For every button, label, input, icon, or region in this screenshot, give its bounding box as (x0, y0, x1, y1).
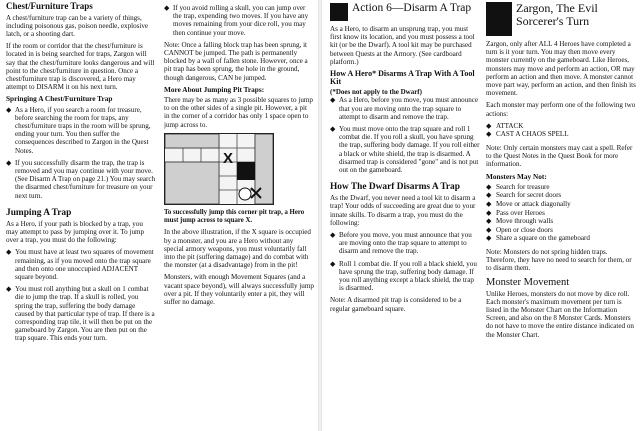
diamond-bullet-icon: ◆ (486, 208, 492, 217)
dwarf-disarm-bullet-1: ◆ Before you move, you must announce that you are moving onto the trap square to attempt to disarm and remove the trap. (330, 231, 472, 256)
diamond-bullet-icon: ◆ (6, 105, 12, 114)
diagram-caption: To successfully jump this corner pit trap, a Hero must jump across to square X. (164, 208, 305, 224)
chest-traps-intro: A chest/furniture trap can be a variety of things, including poisonous gas, poison needle, explosive latch, or a shooting dart. (6, 13, 149, 38)
springing-heading: Springing A Chest/Furniture Trap (6, 94, 113, 104)
pit-traps-monsters-text: Monsters, with enough Movement Squares (and a vacant space beyond), will always successfully jump over a pit. If they voluntarily enter a pit, they will suffer no damage. (164, 273, 314, 307)
hero-disarm-heading: How A Hero* Disarms A Trap With A Tool Kit (330, 69, 475, 87)
black-block-icon (486, 2, 512, 36)
diamond-bullet-icon: ◆ (486, 191, 492, 200)
spell-note: Note: Only certain monsters may cast a spell. Refer to the Quest Notes in the Quest Book for more information. (486, 144, 633, 169)
left-page-column-2 (164, 0, 314, 431)
monster-movement-heading: Monster Movement (486, 276, 570, 288)
springing-bullet-1: ◆ As a Hero, if you search a room for treasure, before searching the room for traps, any chest/furniture traps in the room will be sprung, ending your turn. You then suffer the consequences described to Zargon in the Quest Notes. (6, 105, 151, 155)
hero-figure-icon (239, 188, 251, 200)
hero-disarm-subheading: (*Does not apply to the Dwarf) (330, 88, 422, 97)
list-item: ◆ Search for treasure (486, 182, 550, 191)
left-page-column-1 (6, 0, 156, 431)
diamond-bullet-icon: ◆ (6, 248, 12, 257)
list-item: ◆ Pass over Heroes (486, 208, 545, 217)
pit-traps-intro: There may be as many as 3 possible squares to jump to on the other sides of a single pit. However, a pit in the corner of a corridor has only 1 space open to jump across to. (164, 96, 313, 129)
corridor-grid-illustration (165, 134, 273, 204)
hidden-traps-note: Note: Monsters do not spring hidden traps. Therefore, they have no need to search for them, or to disarm them. (486, 247, 632, 273)
list-item: ◆ Share a square on the gameboard (486, 234, 590, 243)
x-square-marker: X (223, 149, 234, 167)
list-item: ◆ ATTACK (486, 121, 524, 130)
diamond-bullet-icon: ◆ (486, 200, 492, 209)
right-page-column-2 (486, 0, 636, 431)
list-item: ◆ Move or attack diagonally (486, 200, 571, 209)
dwarf-disarm-intro: As the Dwarf, you never need a tool kit to disarm a trap! Your odds of succeeding are great due to your innate skills. To disarm a trap, you must do the following: (330, 194, 476, 227)
zargon-actions-intro: Each monster may perform one of the following two actions: (486, 101, 636, 118)
diamond-bullet-icon: ◆ (330, 259, 336, 268)
springing-bullet-2: ◆ If you successfully disarm the trap, the trap is removed and you may continue with your move. (See Disarm A Trap on page 21.) You may search the disarmed chest/furniture for treasure on your next turn. (6, 158, 156, 200)
diamond-bullet-icon: ◆ (486, 121, 492, 130)
list-item: ◆ Move through walls (486, 217, 554, 226)
corner-pit-diagram (164, 133, 274, 205)
right-page-column-1 (330, 0, 480, 431)
diamond-bullet-icon: ◆ (486, 234, 492, 243)
diamond-bullet-icon: ◆ (486, 130, 492, 139)
hero-disarm-bullet-2: ◆ You must move onto the trap square and roll 1 combat die. If you roll a skull, you have sprung the trap, suffering body damage. If you roll either a black or white shield, the trap is disarmed. A disarmed trap is considered "gone" and is not put out on the gameboard. (330, 125, 480, 175)
black-square-icon (330, 3, 348, 21)
monster-actions-list (486, 122, 636, 139)
chest-traps-heading: Chest/Furniture Traps (6, 1, 93, 11)
monster-movement-text: Unlike Heroes, monsters do not move by dice roll. Each monster's maximum movement per turn is listed in the Monster Chart on the Information Screen, and also on the 8 Monster Cards. Monsters do not have to move the entire distance indicated on the Monster Chart. (486, 289, 634, 339)
disarmed-pit-note: Note: A disarmed pit trap is considered to be a regular gameboard square. (330, 296, 462, 313)
falling-block-note: Note: Once a falling block trap has been sprung, it CANNOT be jumped. The path is permanently blocked by a wall of fallen stone. However, once a pit trap has been sprung, the hole in the ground, though dangerous, CAN be jumped. (164, 40, 308, 82)
diamond-bullet-icon: ◆ (6, 158, 12, 167)
jumping-bullet-1: ◆ You must have at least two squares of movement remaining, as if you moved onto the trap square and then onto one unoccupied ADJACENT square beyond. (6, 248, 154, 281)
list-item: ◆ Search for secret doors (486, 191, 562, 200)
zargon-title-box (486, 2, 636, 36)
diamond-bullet-icon: ◆ (6, 285, 12, 294)
diamond-bullet-icon: ◆ (330, 125, 336, 134)
diamond-bullet-icon: ◆ (486, 217, 492, 226)
diamond-bullet-icon: ◆ (330, 96, 336, 105)
hero-disarm-bullet-1: ◆ As a Hero, before you move, you must announce that you are moving onto the trap square to attempt to disarm and remove the trap. (330, 96, 479, 121)
zargon-turn-intro: Zargon, only after ALL 4 Heroes have completed a turn is it your turn. You may then move every monster currently on the gameboard. Like Heroes, monsters may move and perform an action, OR may perform an action and then move. A monster cannot move part way, perform an action, and then finish its movement. (486, 40, 636, 98)
list-item: ◆ CAST A CHAOS SPELL (486, 130, 569, 139)
jumping-bullet-2: ◆ You must roll anything but a skull on 1 combat die to jump the trap. If a skull is rolled, you spring the trap, suffering the body damage caused by that particular type of trap. If there is a corresponding trap tile, it will then be put on the gameboard by Zargon. You are then put on the trap square. This ends your turn. (6, 285, 155, 343)
diamond-bullet-icon: ◆ (486, 182, 492, 191)
zargon-turn-heading: Zargon, The Evil Sorcerer's Turn (516, 1, 598, 28)
pit-traps-illustration-text: In the above illustration, if the X square is occupied by a monster, and you are a Hero without any special armory weapons, you must voluntarily fall into the pit (suffering damage) and do combat with the monster (at a disadvantage) from in the pit! (164, 228, 311, 270)
diamond-bullet-icon: ◆ (164, 4, 170, 12)
chest-traps-search: If the room or corridor that the chest/furniture is located in is being searched for traps, Zargon will say that the chest/furniture looks dangerous and will point to the chest/furniture in question. Once a chest/furniture trap is discovered, a Hero may attempt to DISARM it on his next turn. (6, 42, 155, 92)
pit-traps-heading: More About Jumping Pit Traps: (164, 84, 265, 94)
dwarf-disarm-heading: How The Dwarf Disarms A Trap (330, 182, 460, 193)
jumping-trap-heading: Jumping A Trap (6, 207, 72, 218)
avoid-skull-bullet: ◆ If you avoid rolling a skull, you can jump over the trap, expending two moves. If you have any moves remaining from your dice roll, you may then continue your move. (164, 4, 309, 37)
diamond-bullet-icon: ◆ (330, 231, 336, 240)
jumping-intro: As a Hero, if your path is blocked by a trap, you may attempt to pass by jumping over it. To jump over a trap, you must do the following: (6, 219, 145, 245)
action-6-heading: Action 6—Disarm A Trap (352, 2, 472, 14)
dwarf-disarm-bullet-2: ◆ Roll 1 combat die. If you roll a black shield, you have sprung the trap, suffering body damage. If you roll anything except a black shield, the trap is disarmed. (330, 259, 477, 293)
monsters-may-not-list (486, 183, 636, 243)
diamond-bullet-icon: ◆ (486, 225, 492, 234)
right-page (320, 0, 640, 431)
list-item: ◆ Open or close doors (486, 225, 553, 234)
monsters-may-not-heading: Monsters May Not: (486, 171, 547, 181)
action-6-title-box (330, 2, 480, 21)
pit-trap-square (237, 162, 255, 180)
action-6-intro: As a Hero, to disarm an unsprung trap, you must first know its location, and you must possess a tool kit (or be the Dwarf). A tool kit may be purchased between Quests at the Armory. (See cardboard platform.) (330, 25, 475, 66)
